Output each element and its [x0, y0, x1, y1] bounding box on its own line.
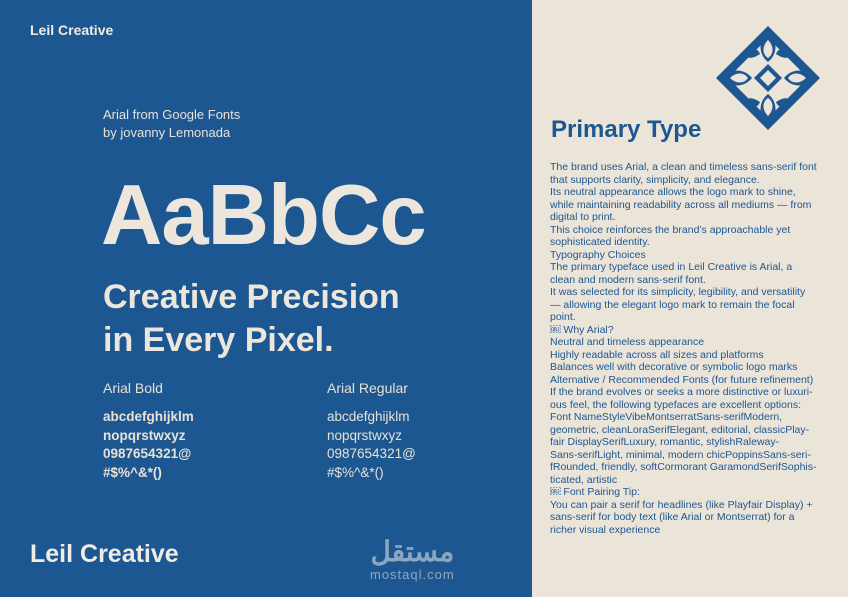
regular-column-label: Arial Regular	[327, 380, 408, 396]
body-text-line: Neutral and timeless appearance	[550, 336, 705, 348]
regular-glyph-line: nopqrstwxyz	[327, 427, 403, 443]
body-text-line: You can pair a serif for headlines (like Playfair Display) +	[550, 498, 813, 511]
section-title: Primary Type	[551, 116, 702, 143]
body-text-line: — allowing the elegant logo mark to remain the focal	[550, 298, 795, 311]
body-text-line: ￼ Why Arial?	[550, 323, 614, 336]
body-text-line: that supports clarity, simplicity, and elegance.	[550, 173, 760, 186]
body-text-line: digital to print.	[550, 211, 616, 223]
body-text-line: clean and modern sans-serif font.	[550, 273, 706, 286]
regular-glyph-line: abcdefghijklm	[327, 409, 410, 424]
bold-glyph-line: 0987654321@	[103, 446, 192, 461]
body-text-line: Font NameStyleVibeMontserratSans-serifModern,	[550, 411, 783, 423]
body-text-line: This choice reinforces the brand’s approachable yet	[550, 223, 791, 236]
mostaql-watermark	[370, 537, 455, 582]
body-text-line: point.	[550, 311, 576, 323]
tagline-line-2: in Every Pixel.	[103, 321, 334, 359]
body-text-line: Highly readable across all sizes and platforms	[550, 348, 764, 361]
body-text-line: It was selected for its simplicity, legibility, and versatility	[550, 286, 806, 298]
body-text-line: Typography Choices	[550, 248, 646, 261]
body-text-line: The primary typeface used in Leil Creative is Arial, a	[550, 261, 793, 273]
ornamental-diamond-logo-icon	[714, 24, 822, 132]
font-source	[103, 106, 240, 142]
body-text-line: Its neutral appearance allows the logo mark to shine,	[550, 186, 796, 198]
body-text-line: Sans-serifLight, minimal, modern chicPoppinsSans-seri-	[550, 448, 811, 461]
body-text-line: fair DisplaySerifLuxury, romantic, stylishRaleway-	[550, 436, 780, 448]
bold-glyph-column	[103, 380, 194, 482]
body-text-line: Alternative / Recommended Fonts (for future refinement)	[550, 373, 814, 386]
body-text-line: The brand uses Arial, a clean and timeless sans-serif font	[550, 161, 817, 173]
font-source-line-1: Arial from Google Fonts	[103, 107, 241, 122]
body-text-line: while maintaining readability across all mediums — from	[550, 198, 812, 211]
watermark-latin: mostaql.com	[370, 567, 455, 582]
regular-glyph-column	[327, 380, 416, 482]
bold-glyph-line: nopqrstwxyz	[103, 427, 186, 443]
tagline	[103, 276, 400, 362]
body-text	[550, 161, 830, 536]
body-text-line: richer visual experience	[550, 523, 661, 536]
body-text-line: geometric, cleanLoraSerifElegant, editorial, classicPlay-	[550, 423, 810, 436]
body-text-line: fRounded, friendly, softCormorant GaramondSerifSophis-	[550, 461, 817, 473]
body-text-line: Balances well with decorative or symbolic logo marks	[550, 361, 798, 373]
body-text-line: sans-serif for body text (like Arial or Montserrat) for a	[550, 511, 795, 523]
regular-glyph-line: #$%^&*()	[327, 464, 384, 480]
body-text-line: ￼ Font Pairing Tip:	[550, 486, 640, 498]
bold-glyph-line: #$%^&*()	[103, 464, 162, 480]
watermark-arabic: مستقل	[370, 536, 455, 567]
type-specimen: AaBbCc	[101, 168, 426, 263]
bold-column-label: Arial Bold	[103, 380, 163, 396]
body-text-line: If the brand evolves or seeks a more distinctive or luxuri-	[550, 386, 813, 398]
regular-glyph-line: 0987654321@	[327, 446, 416, 461]
body-text-line: ticated, artistic	[550, 473, 618, 486]
bold-glyph-line: abcdefghijklm	[103, 409, 194, 424]
body-text-line: sophisticated identity.	[550, 236, 650, 248]
brand-name-top: Leil Creative	[30, 22, 114, 38]
tagline-line-1: Creative Precision	[103, 278, 400, 316]
body-text-line: ous feel, the following typefaces are excellent options:	[550, 398, 801, 411]
brand-name-bottom: Leil Creative	[30, 540, 179, 568]
font-source-line-2: by jovanny Lemonada	[103, 125, 231, 140]
